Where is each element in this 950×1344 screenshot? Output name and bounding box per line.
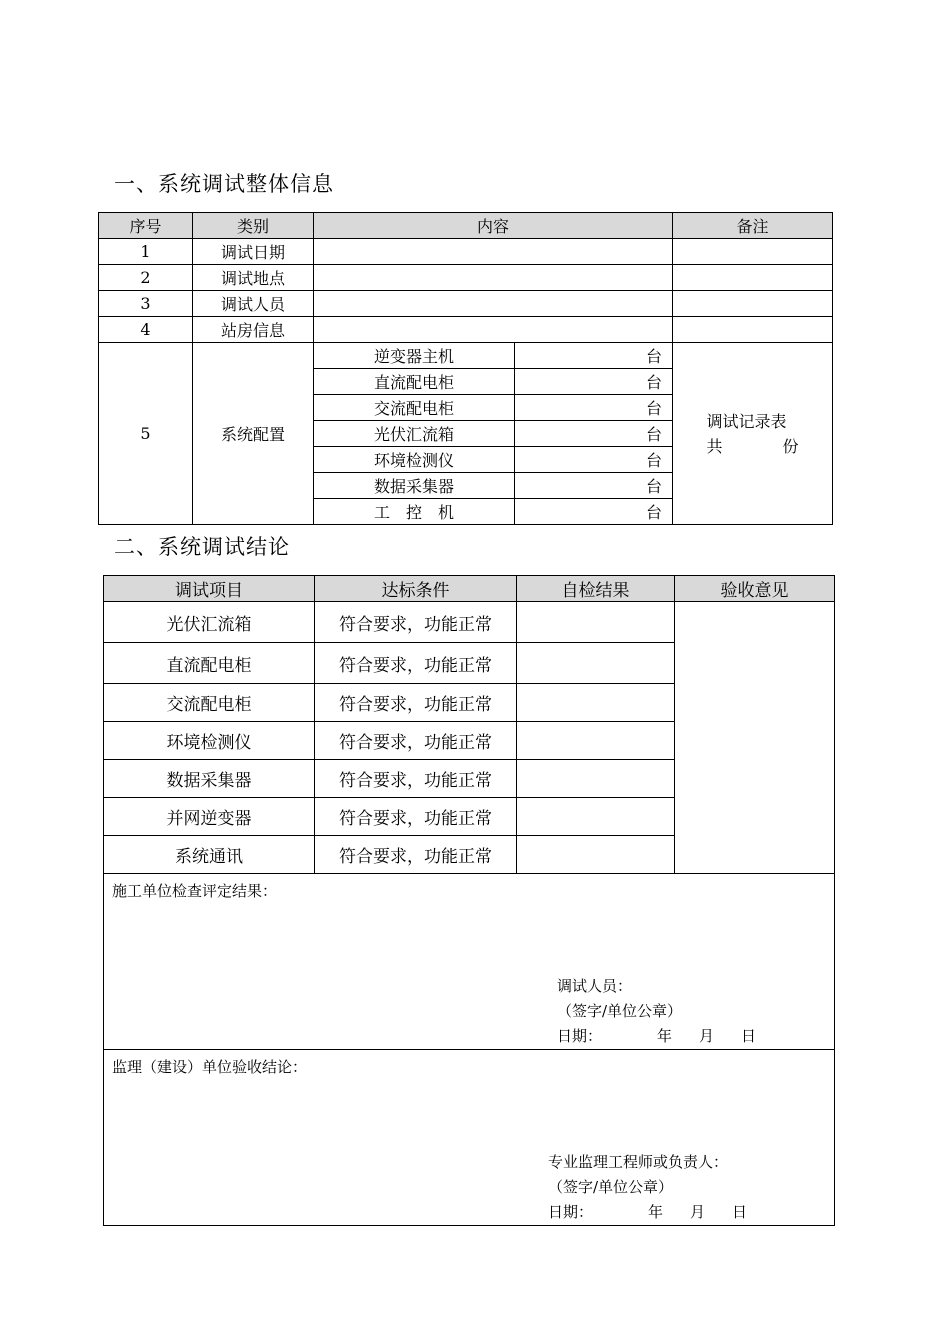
config-item-unit[interactable]: 台: [515, 343, 673, 369]
config-no: 5: [99, 343, 193, 525]
config-item-unit[interactable]: 台: [515, 369, 673, 395]
header-self-check: 自检结果: [517, 576, 675, 602]
config-item-unit[interactable]: 台: [515, 499, 673, 525]
config-row: [99, 343, 833, 369]
row-content-cell[interactable]: [314, 291, 673, 317]
config-category: 系统配置: [193, 343, 314, 525]
system-info-table: [98, 212, 833, 525]
supervision-date-label: 日期：: [548, 1203, 594, 1221]
config-item-name: 直流配电柜: [314, 369, 515, 395]
header-condition: 达标条件: [315, 576, 517, 602]
row-remark-cell[interactable]: [673, 265, 833, 291]
header-no: 序号: [99, 213, 193, 239]
remark-total: 共: [706, 436, 723, 456]
supervision-signature-block: [548, 1150, 747, 1225]
config-item-name: 交流配电柜: [314, 395, 515, 421]
config-item-name: 工 控 机: [314, 499, 515, 525]
row-no: 1: [99, 239, 193, 265]
row-content-cell[interactable]: [314, 265, 673, 291]
remark-copies: 份: [782, 436, 799, 456]
self-check-cell[interactable]: [517, 798, 675, 836]
supervision-day: 日: [732, 1203, 748, 1221]
test-condition: 符合要求，功能正常: [315, 760, 517, 798]
construction-signoff-row: [104, 874, 835, 1050]
row-remark-cell[interactable]: [673, 291, 833, 317]
test-item: 光伏汇流箱: [104, 602, 315, 643]
supervision-month: 月: [690, 1203, 706, 1221]
config-item-name: 光伏汇流箱: [314, 421, 515, 447]
self-check-cell[interactable]: [517, 760, 675, 798]
table-row: [99, 317, 833, 343]
supervision-signoff-row: [104, 1050, 835, 1226]
row-category: 调试地点: [193, 265, 314, 291]
construction-label: 施工单位检查评定结果：: [112, 882, 278, 900]
section2-title: 二、系统调试结论: [114, 535, 290, 559]
test-condition: 符合要求，功能正常: [315, 684, 517, 722]
header-remark: 备注: [673, 213, 833, 239]
supervision-year: 年: [648, 1203, 664, 1221]
self-check-cell[interactable]: [517, 722, 675, 760]
conclusion-table: [103, 575, 835, 1226]
table-header-row: [104, 576, 835, 602]
row-category: 调试日期: [193, 239, 314, 265]
table-row: [99, 265, 833, 291]
test-item: 数据采集器: [104, 760, 315, 798]
row-content-cell[interactable]: [314, 317, 673, 343]
construction-signoff-cell[interactable]: [104, 874, 835, 1050]
self-check-cell[interactable]: [517, 602, 675, 643]
supervision-date: [548, 1200, 747, 1225]
header-test-item: 调试项目: [104, 576, 315, 602]
header-content: 内容: [314, 213, 673, 239]
test-condition: 符合要求，功能正常: [315, 798, 517, 836]
test-condition: 符合要求，功能正常: [315, 602, 517, 643]
row-content-cell[interactable]: [314, 239, 673, 265]
test-condition: 符合要求，功能正常: [315, 722, 517, 760]
config-item-unit[interactable]: 台: [515, 421, 673, 447]
self-check-cell[interactable]: [517, 643, 675, 684]
construction-stamp: （签字/单位公章）: [557, 1002, 683, 1020]
construction-month: 月: [699, 1027, 715, 1045]
table-row: [99, 291, 833, 317]
config-item-name: 环境检测仪: [314, 447, 515, 473]
config-remark[interactable]: [673, 343, 833, 525]
self-check-cell[interactable]: [517, 836, 675, 874]
test-item: 环境检测仪: [104, 722, 315, 760]
supervision-signer: 专业监理工程师或负责人：: [548, 1153, 729, 1171]
config-item-name: 逆变器主机: [314, 343, 515, 369]
construction-signer: 调试人员：: [557, 977, 633, 995]
row-category: 站房信息: [193, 317, 314, 343]
test-item: 系统通讯: [104, 836, 315, 874]
remark-line1: 调试记录表: [706, 411, 787, 431]
row-remark-cell[interactable]: [673, 317, 833, 343]
row-remark-cell[interactable]: [673, 239, 833, 265]
row-no: 3: [99, 291, 193, 317]
row-no: 4: [99, 317, 193, 343]
test-item: 交流配电柜: [104, 684, 315, 722]
table-header-row: [99, 213, 833, 239]
test-item: 直流配电柜: [104, 643, 315, 684]
construction-day: 日: [741, 1027, 757, 1045]
test-condition: 符合要求，功能正常: [315, 836, 517, 874]
config-item-unit[interactable]: 台: [515, 447, 673, 473]
test-item: 并网逆变器: [104, 798, 315, 836]
table-row: [104, 602, 835, 643]
remark-text: [707, 409, 799, 459]
construction-year: 年: [657, 1027, 673, 1045]
supervision-label: 监理（建设）单位验收结论：: [112, 1058, 308, 1076]
header-category: 类别: [193, 213, 314, 239]
section1-title: 一、系统调试整体信息: [114, 172, 334, 196]
config-item-unit[interactable]: 台: [515, 473, 673, 499]
row-category: 调试人员: [193, 291, 314, 317]
construction-signature-block: [557, 974, 756, 1049]
supervision-signoff-cell[interactable]: [104, 1050, 835, 1226]
test-condition: 符合要求，功能正常: [315, 643, 517, 684]
header-acceptance: 验收意见: [675, 576, 835, 602]
construction-date: [557, 1024, 756, 1049]
config-item-unit[interactable]: 台: [515, 395, 673, 421]
supervision-stamp: （签字/单位公章）: [548, 1178, 674, 1196]
config-item-name: 数据采集器: [314, 473, 515, 499]
table-row: [99, 239, 833, 265]
construction-date-label: 日期：: [557, 1027, 603, 1045]
row-no: 2: [99, 265, 193, 291]
self-check-cell[interactable]: [517, 684, 675, 722]
remark-line2: [707, 434, 799, 459]
acceptance-opinion-cell[interactable]: [675, 602, 835, 874]
